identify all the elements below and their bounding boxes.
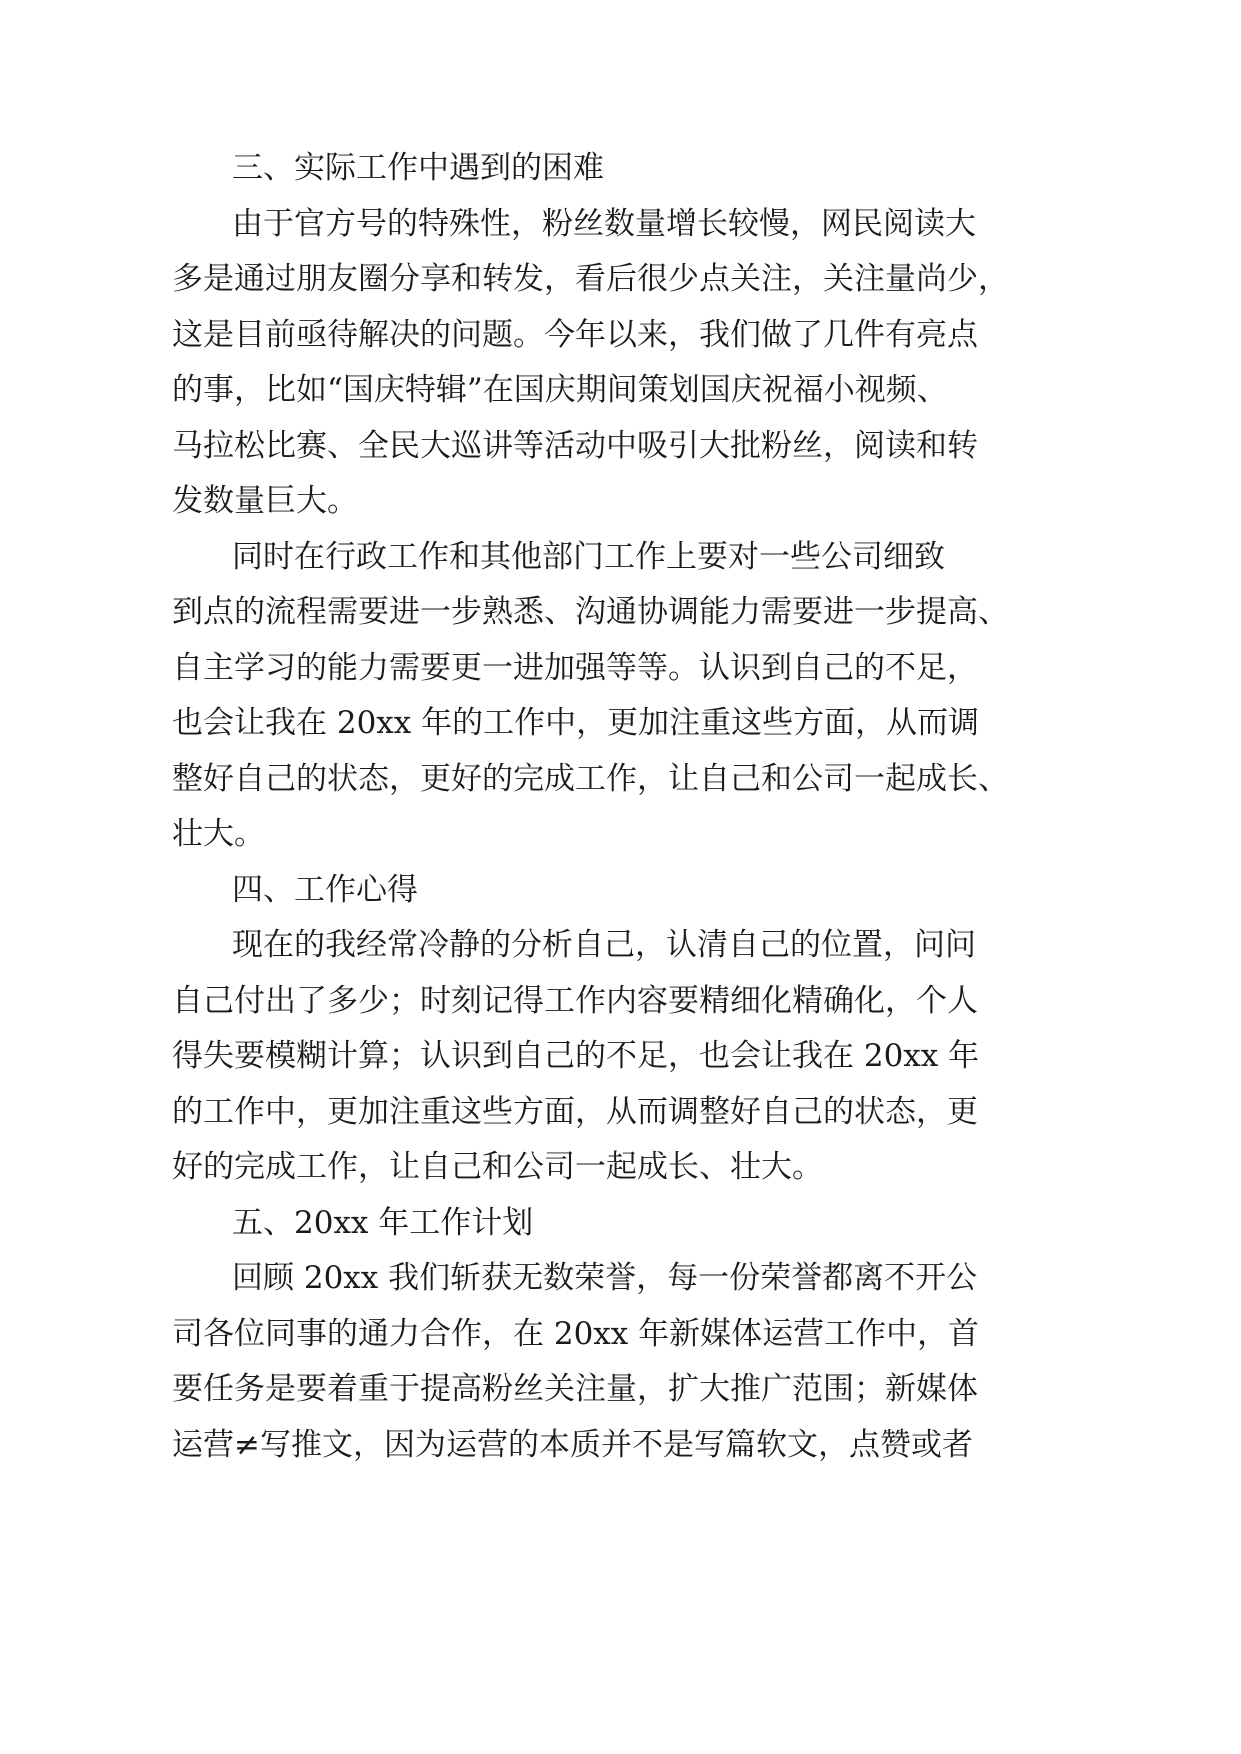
paragraph-line: 也会让我在 20xx 年的工作中，更加注重这些方面，从而调 <box>172 705 980 741</box>
section-heading-difficulties: 三、实际工作中遇到的困难 <box>232 150 604 186</box>
paragraph-line: 得失要模糊计算；认识到自己的不足，也会让我在 20xx 年 <box>172 1038 980 1074</box>
paragraph-line: 好的完成工作，让自己和公司一起成长、壮大。 <box>172 1149 823 1185</box>
paragraph-line: 这是目前亟待解决的问题。今年以来，我们做了几件有亮点 <box>172 317 978 353</box>
paragraph-line: 壮大。 <box>172 816 265 852</box>
paragraph-line: 马拉松比赛、全民大巡讲等活动中吸引大批粉丝，阅读和转 <box>172 428 978 464</box>
paragraph-line: 要任务是要着重于提高粉丝关注量，扩大推广范围；新媒体 <box>172 1371 978 1407</box>
section-heading-insights: 四、工作心得 <box>232 872 418 908</box>
paragraph-line: 发数量巨大。 <box>172 483 358 519</box>
paragraph-line: 司各位同事的通力合作，在 20xx 年新媒体运营工作中，首 <box>172 1316 980 1352</box>
paragraph-line: 的事，比如“国庆特辑”在国庆期间策划国庆祝福小视频、 <box>172 372 948 408</box>
paragraph-line: 到点的流程需要进一步熟悉、沟通协调能力需要进一步提高、 <box>172 594 1009 630</box>
section-heading-work-plan: 五、20xx 年工作计划 <box>232 1205 534 1241</box>
paragraph-line: 由于官方号的特殊性，粉丝数量增长较慢，网民阅读大 <box>232 206 976 242</box>
paragraph-line: 多是通过朋友圈分享和转发，看后很少点关注，关注量尚少， <box>172 261 1009 297</box>
paragraph-line: 自己付出了多少；时刻记得工作内容要精细化精确化，个人 <box>172 983 978 1019</box>
paragraph-line: 自主学习的能力需要更一进加强等等。认识到自己的不足， <box>172 650 978 686</box>
paragraph-line: 运营≠写推文，因为运营的本质并不是写篇软文，点赞或者 <box>172 1427 973 1463</box>
paragraph-line: 回顾 20xx 我们斩获无数荣誉，每一份荣誉都离不开公 <box>232 1260 978 1296</box>
paragraph-line: 的工作中，更加注重这些方面，从而调整好自己的状态，更 <box>172 1094 978 1130</box>
paragraph-line: 现在的我经常冷静的分析自己，认清自己的位置，问问 <box>232 927 976 963</box>
paragraph-line: 同时在行政工作和其他部门工作上要对一些公司细致 <box>232 539 945 575</box>
paragraph-line: 整好自己的状态，更好的完成工作，让自己和公司一起成长、 <box>172 761 1009 797</box>
